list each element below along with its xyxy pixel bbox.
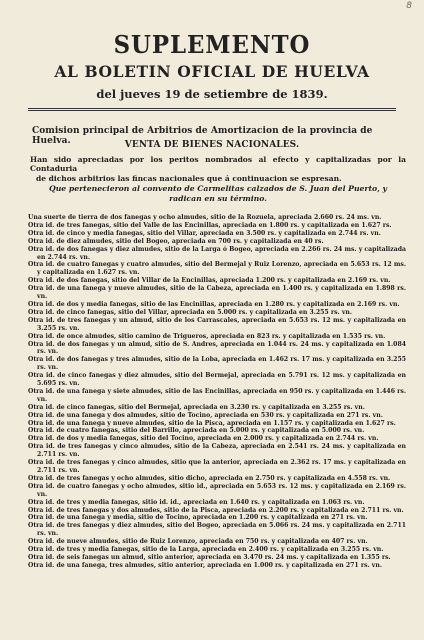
property-entry: Otra id. de tres fanegas y cinco almudes, sitio que la anterior, apreciada en 2.362 rs. 17 ms. y capitalizada en 2.711 rs. vn. (28, 459, 406, 474)
property-entry: Otra id. de tres fanegas y cinco almudes, sitio de la Cabeza, apreciada en 2.541 rs. 24 ms. y capitalizada en 2.711 rs. vn. (28, 443, 406, 459)
property-entry: Otra id. de dos fanegas, sitio del Villar de la Encinillas, apreciada 1.200 rs. y capitalizada en 2.169 rs. vn. (28, 277, 391, 285)
property-entry: Otra id. de cinco y media fanegas, sitio del Villar, apreciada en 3.500 rs. y capitalizada en 2.744 rs. vn. (28, 229, 381, 237)
property-entry: Otra id. de nueve almudes, sitio de Ruiz Lorenzo, apreciada en 750 rs. y capitalizada en 407 rs. vn. (28, 538, 368, 546)
property-entry: Otra id. de once almudes, sitio camino de Trigueros, apreciada en 823 rs. y capitalizada en 1.535 rs. vn. (28, 332, 386, 340)
intro-line: Han sido apreciadas por los peritos nombrados al efecto y capitalizadas por la Contaduria (30, 155, 406, 174)
property-entry: Otra id. de cuatro fanegas y cuatro almudes, sitio del Bermejal y Ruiz Lorenzo, apreciada en 5.653 rs. 12 ms. y capitalizada en 1.627 rs. vn. (28, 261, 406, 277)
property-entry: Otra id. de cuatro fanegas, sitio del Barrillo, apreciada en 5.000 rs. y capitalizada en 5.000 rs. vn. (28, 427, 365, 435)
property-entry: Otra id. de dos fanegas y tres almudes, sitio de la Loba, apreciada en 1.462 rs. 17 ms. y capitalizada en 3.255 rs. vn. (28, 356, 406, 372)
convent-heading: Que pertenecieron al convento de Carmelitas calzados de S. Juan del Puerto, y radican en su término. (49, 184, 387, 203)
property-entry: Otra id. de una fanega y nueve almudes, sitio de la Cabeza, apreciada en 1.400 rs. y capitalizada en 1.898 rs. vn. (28, 285, 406, 301)
commission-heading: Comision principal de Arbitrios de Amortizacion de la provincia de Huelva. (32, 126, 373, 146)
property-list (28, 214, 406, 570)
property-entry: Una suerte de tierra de dos fanegas y ocho almudes, sitio de la Rozuela, apreciada 2.660 rs. 24 ms. vn. (28, 214, 382, 221)
issue-date: del jueves 19 de setiembre de 1839. (96, 87, 328, 101)
property-entry: Otra id. de tres fanegas y dos almudes, sitio de la Pisca, apreciada en 2.200 rs. y capitalizada en 2.711 rs. vn. (28, 506, 404, 514)
property-entry: Otra id. de dos y media fanegas, sitio del Tocino, apreciada en 2.000 rs. y capitalizada en 2.744 rs. vn. (28, 435, 379, 443)
property-entry: Otra id. de cinco fanegas y diez almudes, sitio del Bermejal, apreciada en 5.791 rs. 12 ms. y capitalizada en 5.695 rs. vn. (28, 372, 406, 388)
property-entry: Otra id. de tres fanegas y ocho almudes, sitio dicho, apreciada en 2.750 rs. y capitalizada en 4.558 rs. vn. (28, 474, 391, 482)
section-title: VENTA DE BIENES NACIONALES. (124, 140, 300, 150)
property-entry: Otra id. de cinco fanegas, sitio del Bermejal, apreciada en 3.230 rs. y capitalizada en 3.255 rs. vn. (28, 403, 365, 411)
property-entry: Otra id. de tres y media fanegas, sitio de la Larga, apreciada en 2.400 rs. y capitalizada en 3.255 rs. vn. (28, 546, 384, 554)
property-entry: Otra id. de tres y media fanegas, sitio id. id., apreciada en 1.640 rs. y capitalizada en 1.063 rs. vn. (28, 498, 365, 506)
property-entry: Otra id. de diez almudes, sitio del Bogeo, apreciada en 700 rs. y capitalizada en 40 rs. (28, 237, 324, 245)
property-entry: Otra id. de seis fanegas un almud, sitio anterior, apreciada en 3.470 rs. 24 ms. y capitalizada en 1.355 rs. (28, 553, 391, 561)
property-entry: Otra id. de tres fanegas, sitio del Valle de las Encinillas, apreciada en 1.800 rs. y capitalizada en 1.627 rs. (28, 221, 392, 229)
intro-line: de dichos arbitrios las fincas nacionales que á continuacion se espresan. (36, 173, 342, 183)
property-entry: Otra id. de cinco fanegas, sitio del Villar, apreciada en 5.000 rs. y capitalizada en 3.255 rs. vn. (28, 308, 352, 316)
header-rule-thin (28, 110, 396, 111)
property-entry: Otra id. de una fanega y dos almudes, sitio de Tocino, apreciada en 530 rs. y capitalizada en 271 rs. vn. (28, 411, 383, 419)
property-entry: Otra id. de cuatro fanegas y ocho almudes, sitio id., apreciada en 5.653 rs. 12 ms. y capitalizada en 2.169 rs. vn. (28, 482, 406, 498)
property-entry: Otra id. de dos fanegas y diez almudes, sitio de la Larga ó Bogeo, apreciada en 2.266 rs. 24 ms. y capitalizada en 2.744 rs. vn. (28, 245, 406, 261)
property-entry: Otra id. de tres fanegas y diez almudes, sitio del Bogeo, apreciada en 5.066 rs. 24 ms. y capitalizada en 2.711 rs. vn. (28, 522, 406, 538)
property-entry: Otra id. de una fanega y nueve almudes, sitio de la Pisca, apreciada en 1.157 rs. y capitalizada en 1.627 rs. (28, 419, 396, 427)
corner-mark: 8 (406, 1, 412, 11)
intro-paragraph (30, 155, 406, 183)
property-entry: Otra id. de dos y media fanegas, sitio de las Encinillas, apreciada en 1.280 rs. y capitalizada en 2.169 rs. vn. (28, 300, 400, 308)
property-entry: Otra id. de una fanega y media, sitio de Tocino, apreciada en 1.200 rs. y capitalizada en 271 rs. vn. (28, 514, 368, 522)
header-rule (28, 108, 396, 109)
bulletin-subtitle: AL BOLETIN OFICIAL DE HUELVA (54, 62, 370, 81)
supplement-title: SUPLEMENTO (113, 30, 311, 59)
property-entry: Otra id. de tres fanegas y un almud, sitio de los Carrascales, apreciada en 5.653 rs. 12 ms. y capitalizada en 3.255 rs. vn. (28, 316, 406, 332)
property-entry: Otra id. de una fanega, tres almudes, sitio anterior, apreciada en 1.000 rs. y capitalizada en 271 rs. vn. (28, 561, 382, 569)
property-entry: Otra id. de una fanega y siete almudes, sitio de las Encinillas, apreciada en 950 rs. y capitalizada en 1.446 rs. vn. (28, 387, 406, 403)
property-entry: Otra id. de dos fanegas y un almud, sitio de S. Andres, apreciada en 1.044 rs. 24 ms. y capitalizada en 1.084 rs. vn. (28, 340, 406, 356)
